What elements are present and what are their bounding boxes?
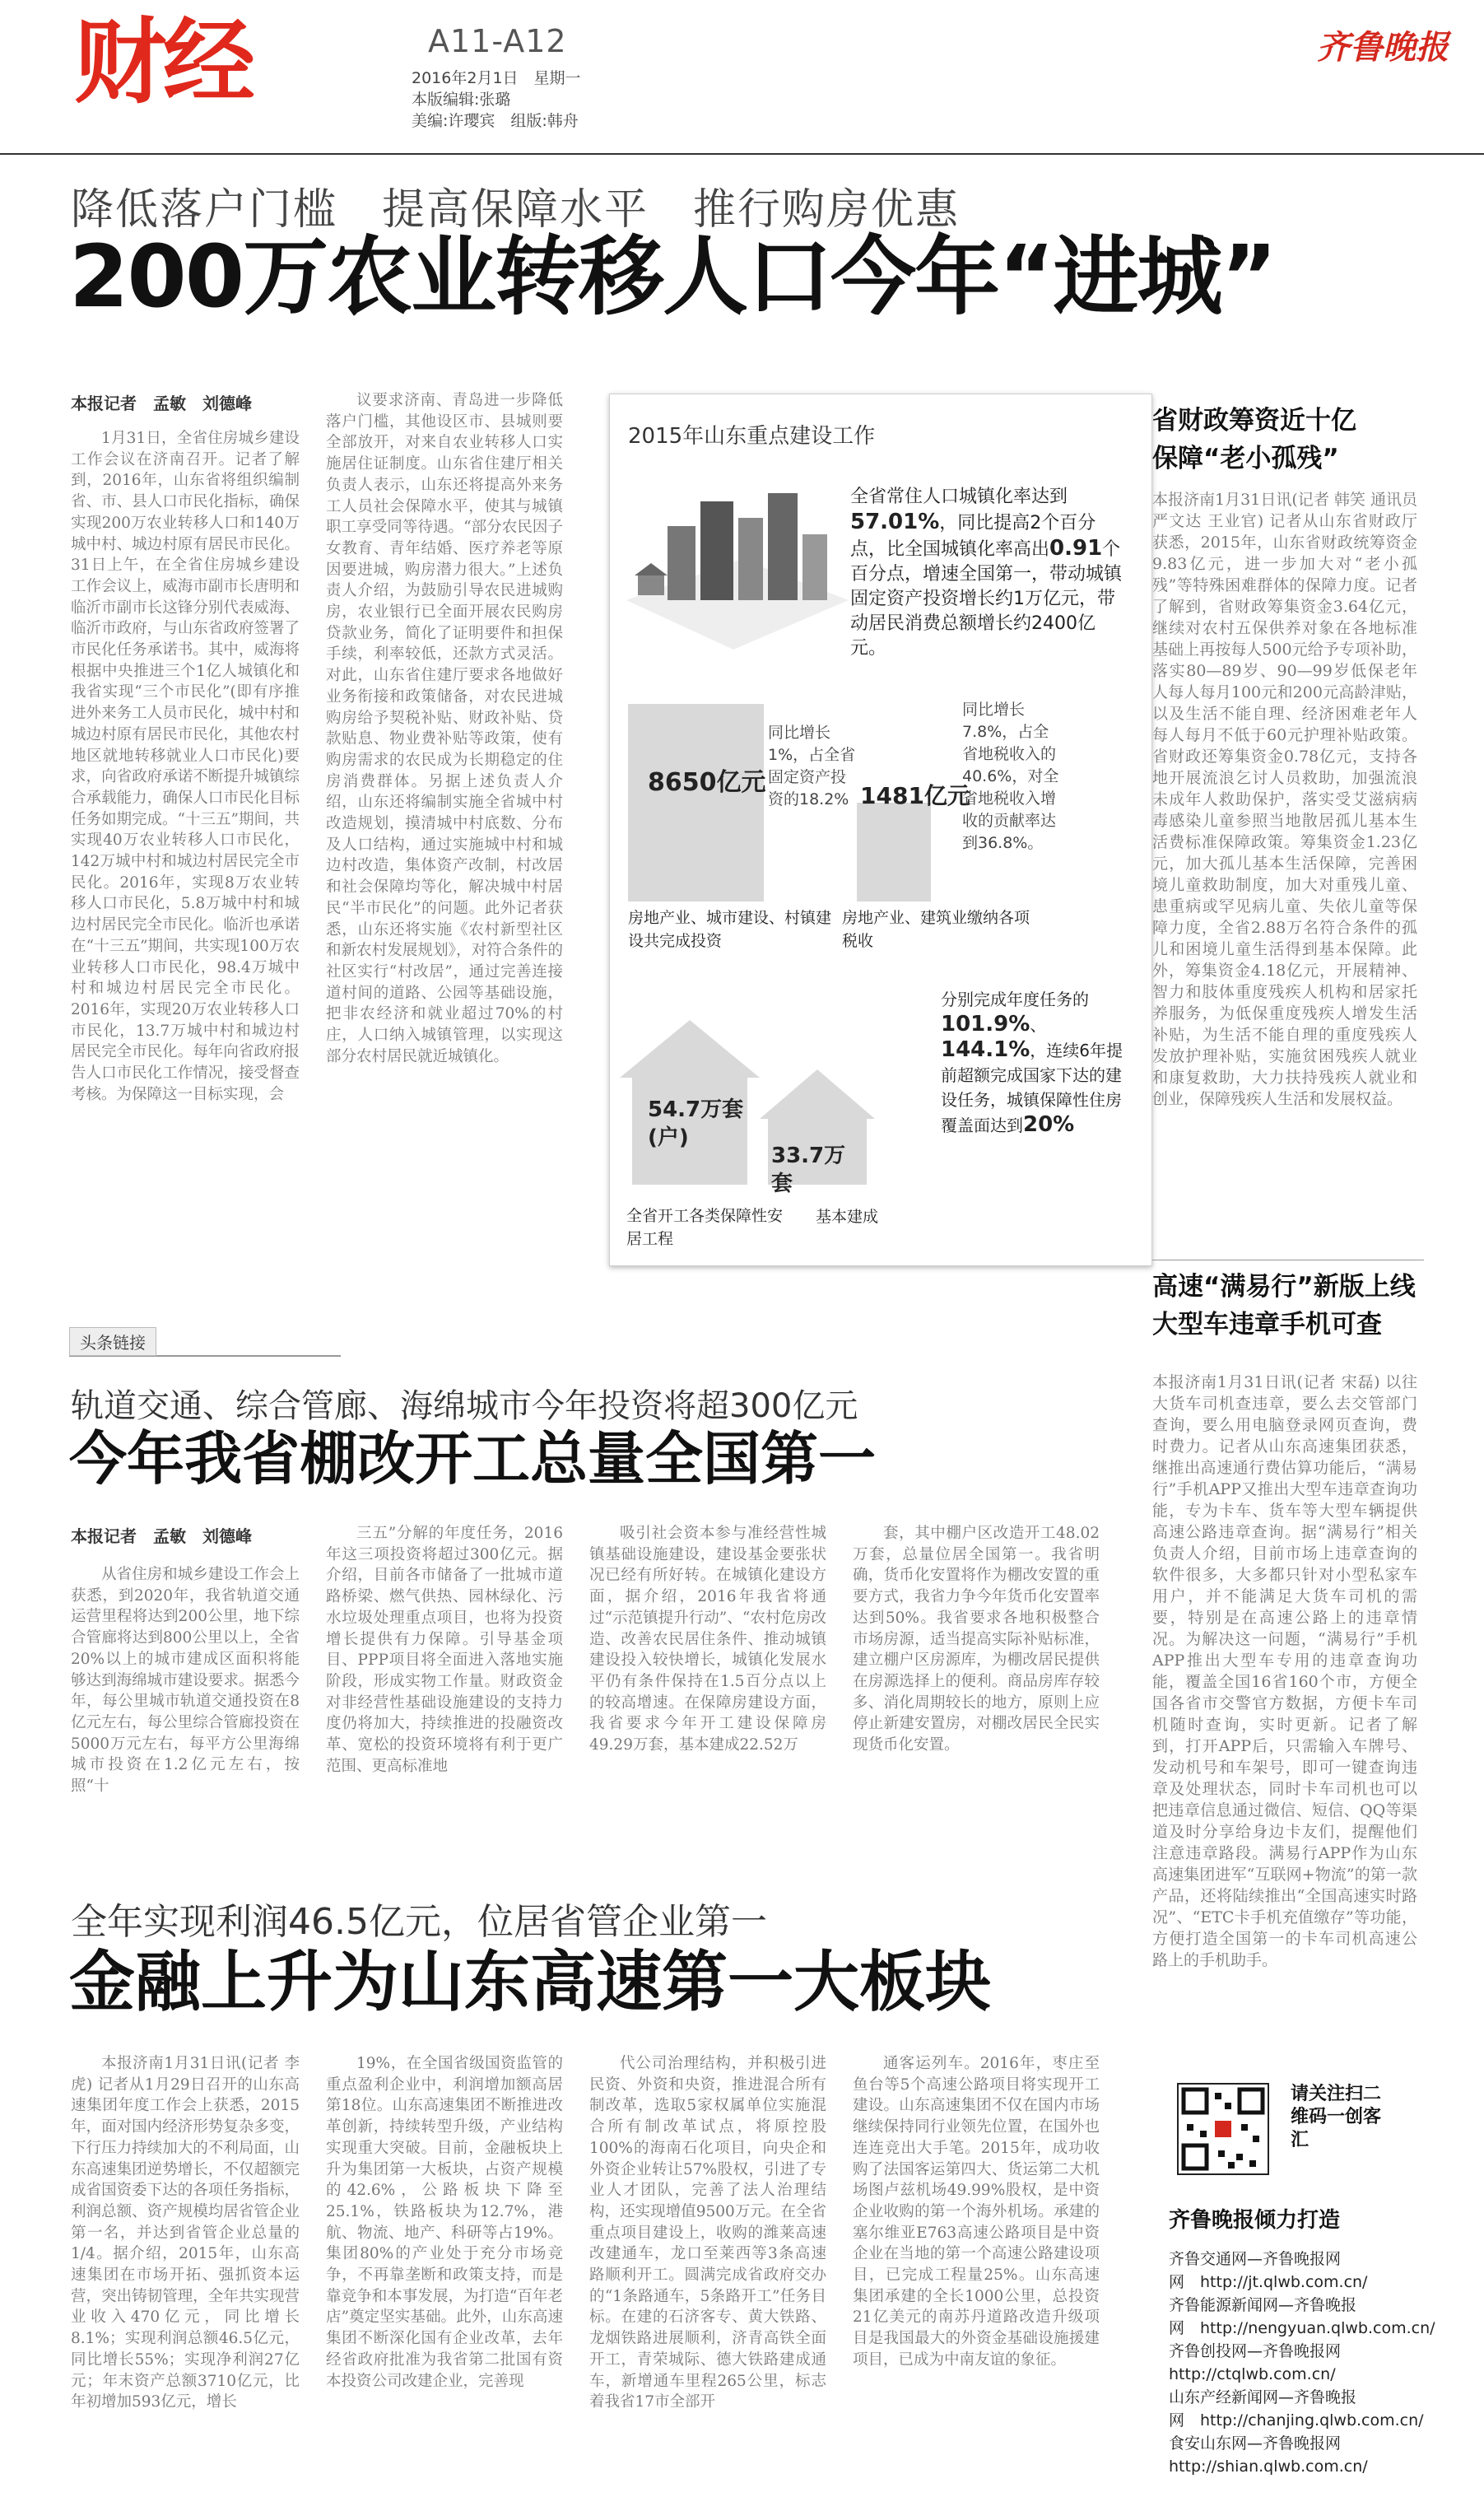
qr-caption: 请关注扫二维码一创客汇 (1291, 2084, 1382, 2150)
masthead-rule (0, 153, 1484, 155)
link-headline: 今年我省棚改开工总量全国第一 (69, 1425, 876, 1493)
promo-link-4: 山东产经新闻网—齐鲁晚报 (1169, 2388, 1357, 2406)
finance-column-2: 19%，在全国省级国资监管的重点盈利企业中，利润增加额高居第18位。山东高速集团不断推进改革创新，持续转型升级，产业结构实现重大突破。目前，金融板块上升为集团第一大板块，占资产规模的42.6%，公路板块下降至25.1%，铁路板块为12.7%，港航、物流、地产、科研等占19%。集团80%的产业处于充分市场竞争，不再靠垄断和政策支持，而是靠竞争和本事发展，为打造“百年老店”奠定坚实基础。此外，山东高速集团不断深化国有企业改革，去年经省政府批准为我省第二批国有资本投资公司改建企业，完善现 (326, 2055, 563, 2390)
promo-link-3: 齐鲁创投网—齐鲁晚报网 (1169, 2342, 1342, 2360)
lead-column-1: 1月31日，全省住房城乡建设工作会议在济南召开。记者了解到，2016年，山东省将组织编制省、市、县人口市民化指标，确保实现200万农业转移人口和140万城中村、城边村原有居民市民化。31日上午，在全省住房城乡建设工作会议上，威海市副市长唐明和临沂市副市长这锋分别代表威海、临沂市政府，与山东省政府签署了市民化任务承诺书。其中，威海将根据中央推进三个1亿人城镇化和我省实现“三个市民化”(即有序推进外来务工人员市民化，城中村和城边村原有居民市民化，其他农村地区就地转移就业人口市民化)要求，向省政府承诺不断提升城镇综合承载能力，确保人口市民化目标任务如期完成。“十三五”期间，共实现40万农业转移人口市民化，142万城中村和城边村居民完全市民化。2016年，实现8万农业转移人口市民化，5.8万城中村和城边村居民完全市民化。临沂也承诺在“十三五”期间，共实现100万农业转移人口市民化，98.4万城中村和城边村居民完全市民化。2016年，实现20万农业转移人口市民化，13.7万城中村和城边村居民完全市民化。每年向省政府报告人口市民化工作情况，接受督查考核。为保障这一目标实现，会 (71, 430, 300, 1103)
house-body (638, 575, 664, 595)
housing-completion-text: 分别完成年度任务的101.9%、144.1%，连续6年提前超额完成国家下达的建设任务，城镇保障性住房覆盖面达到20% (941, 990, 1123, 1137)
lead-kicker: 降低落户门槛 提高保障水平 推行购房优惠 (71, 185, 961, 235)
qr-code[interactable] (1177, 2083, 1269, 2175)
coverage-rate: 20% (1023, 1112, 1075, 1137)
house-roof (635, 563, 668, 575)
qr-pattern (1179, 2085, 1268, 2173)
promo-link-2-url[interactable]: 网 http://nengyuan.qlwb.com.cn/ (1169, 2319, 1435, 2337)
promo-link-2: 齐鲁能源新闻网—齐鲁晚报 (1169, 2296, 1357, 2314)
promo-title: 齐鲁晚报倾力打造 (1169, 2208, 1341, 2233)
promo-link-5-url[interactable]: http://shian.qlwb.com.cn/ (1169, 2457, 1368, 2476)
link-tag-label: 头条链接 (69, 1327, 156, 1356)
promo-link-1-url[interactable]: 网 http://jt.qlwb.com.cn/ (1169, 2273, 1368, 2291)
housing-completed-label: 基本建成 (816, 1208, 879, 1226)
brand-logo: 齐鲁晚报 (1317, 28, 1449, 67)
promo-link-5: 食安山东网—齐鲁晚报网 (1169, 2434, 1342, 2453)
link-column-2: 三五”分解的年度任务，2016年这三项投资将超过300亿元。据介绍，目前各市储备了一批城市道路桥梁、燃气供热、园林绿化、污水垃圾处理重点项目，也将为投资增长提供有力保障。引导基金项目、PPP项目将全面进入落地实施阶段，形成实物工作量。财政资金对非经营性基础设施建设的支持力度仍将加大，持续推进的投融资改革、宽松的投资环境将有利于更广范围、更高标准地 (326, 1525, 563, 1775)
finance-kicker: 全年实现利润46.5亿元，位居省管企业第一 (71, 1901, 767, 1943)
building-5 (802, 534, 827, 600)
building-1 (668, 526, 695, 600)
housing-started-label: 全省开工各类保障性安居工程 (626, 1207, 784, 1248)
promo-link-1: 齐鲁交通网—齐鲁晚报网 (1169, 2250, 1342, 2268)
house-1-roof (620, 1020, 760, 1078)
urbanization-rate: 57.01% (850, 510, 940, 534)
building-2 (700, 501, 733, 600)
city-illustration (618, 477, 857, 666)
page-designers: 美编:许璎宾 组版:韩舟 (412, 112, 579, 130)
side2-body: 本报济南1月31日讯(记者 宋磊) 以往大货车司机查违章，要么去交管部门查询，要么用电脑登录网页查询，费时费力。记者从山东高速集团获悉，继推出高速通行费估算功能后，“满易行”手机APP又推出大型车违章查询功能，专为卡车、货车等大型车辆提供高速公路违章查询。据“满易行”相关负责人介绍，目前市场上违章查询的软件很多，大多都只针对小型私家车用户，并不能满足大货车司机的需要，特别是在高速公路上的违章情况。为解决这一问题，“满易行”手机APP推出大型车专用的违章查询功能，覆盖全国16省160个市，方便全国各省市交警官方数据，方便卡车司机随时查询，实时更新。记者了解到，打开APP后，只需输入车牌号、发动机号和车架号，即可一键查询违章及处理状态，同时卡车司机也可以把违章信息通过微信、短信、QQ等渠道及时分享给身边卡友们，提醒他们注意违章路段。满易行APP作为山东高速集团进军“互联网+物流”的第一款产品，还将陆续推出“全国高速实时路况”、“ETC卡手机充值缴存”等功能，方便打造全国第一的卡车司机高速公路上的手机助手。 (1152, 1373, 1417, 1969)
investment-bar (628, 704, 764, 901)
side1-body: 本报济南1月31日讯(记者 韩笑 通讯员 严文达 王业官) 记者从山东省财政厅获悉，2015年，山东省财政统筹资金9.83亿元，进一步加大对“老小孤残”等特殊困难群体的保障力度。记者了解到，省财政筹集资金3.64亿元，继续对农村五保供养对象在各地标准基础上再按每人500元给予专项补助，落实80—89岁、90—99岁低保老年人每人每月100元和200元高龄津贴，以及生活不能自理、经济困难老年人每人每月不低于60元护理补贴政策。省财政还筹集资金0.78亿元，支持各地开展流浪乞讨人员救助，加强流浪未成年人救助保护，落实受艾滋病病毒感染儿童参照当地散居孤儿基本生活费标准保障政策。筹集资金1.23亿元，加大孤儿基本生活保障，完善困境儿童救助制度，加大对重残儿童、患重病或罕见病儿童、失依儿童等保障力度，全省2.88万名符合条件的孤儿和困境儿童生活得到基本保障。此外，筹集资金4.18亿元，开展精神、智力和肢体重度残疾人机构和居家托养服务，为低保重度残疾人增发生活补贴，为生活不能自理的重度残疾人发放护理补贴，实施贫困残疾人就业和康复救助，大力扶持残疾人就业和创业，保障残疾人生活和发展权益。 (1152, 491, 1417, 1108)
completion-rate-2: 144.1% (941, 1037, 1030, 1062)
side1-title: 省财政筹资近十亿 保障“老小孤残” (1152, 406, 1356, 473)
side2-title: 高速“满易行”新版上线 大型车违章手机可查 (1152, 1272, 1416, 1339)
section-logo: 财经 (74, 9, 252, 116)
infographic-title: 2015年山东重点建设工作 (628, 424, 876, 449)
link-column-3: 吸引社会资本参与准经营性城镇基础设施建设，建设基金要张状况已经有所好转。在城镇化建设方面，据介绍，2016年我省将通过“示范镇提升行动”、“农村危房改造、改善农民居住条件、推动城镇建设投入较快增长，城镇化发展水平仍有条件保持在1.5百分点以上的较高增速。在保障房建设方面，我省要求今年开工建设保障房49.29万套，基本建成22.52万 (589, 1525, 826, 1754)
link-tag (69, 1327, 341, 1357)
lead-byline: 本报记者 孟敏 刘德峰 (71, 394, 252, 413)
tax-note: 同比增长7.8%，占全省地税收入的40.6%，对全省地税收入增收的贡献率达到36.8%。 (962, 701, 1059, 852)
link-column-1: 从省住房和城乡建设工作会上获悉，到2020年，我省轨道交通运营里程将达到200公里，地下综合管廊将达到800公里以上，全省20%以上的城市建成区面积将能够达到海绵城市建设要求。据悉今年，每公里城市轨道交通投资在8亿元左右，每公里综合管廊投资在5000万元左右，每平方公里海绵城市投资在1.2亿元左右，按照“十 (71, 1566, 300, 1796)
finance-column-3: 代公司治理结构，并积极引进民资、外资和央资，推进混合所有制改革，选取5家权属单位实施混合所有制改革试点，将原控股100%的海南石化项目，向央企和外资企业转让57%股权，引进了专业人才团队，完善了法人治理结构，还实现增值9500万元。在全省重点项目建设上，收购的潍莱高速改建通车，龙口至莱西等3条高速路顺利开工。圆满完成省政府交办的“1条路通车，5条路开工”任务目标。在建的石济客专、黄大铁路、龙烟铁路进展顺利，济青高铁全面开工，青荣城际、德大铁路建成通车，新增通车里程265公里，标志着我省17市全部开 (589, 2055, 826, 2411)
finance-column-4: 通客运列车。2016年，枣庄至鱼台等5个高速公路项目将实现开工建设。山东高速集团不仅在国内市场继续保持同行业领先位置，在国外也连连竞出大手笔。2015年，成功收购了法国客运第四大、货运第二大机场图卢兹机场49.99%股权，是中资企业收购的第一个海外机场。承建的塞尔维亚E763高速公路项目是中资企业在当地的第一个高速公路建设项目，已完成工程量25%。山东高速集团承建的全长1000公里，总投资21亿美元的南苏丹道路改造升级项目是我国最大的外资金基础设施援建项目，已成为中南友谊的象征。 (853, 2055, 1100, 2369)
completion-rate-1: 101.9% (941, 1012, 1030, 1037)
investment-value: 8650亿元 (648, 768, 766, 797)
finance-headline: 金融上升为山东高速第一大板块 (69, 1944, 991, 2020)
page-range: A11-A12 (428, 23, 567, 59)
page-editor: 本版编辑:张璐 (412, 91, 511, 109)
tax-label: 房地产业、建筑业缴纳各项税收 (842, 909, 1030, 950)
lead-column-2: 议要求济南、青岛进一步降低落户门槛，其他设区市、县城则要全部放开，对来自农业转移人口实施居住证制度。山东省住建厅相关负责人表示，山东还将提高外来务工人员社会保障水平，使其与城镇职工享受同等待遇。“部分农民因子女教育、青年结婚、医疗养老等原因要进城，购房潜力很大。”上述负责人介绍，为鼓励引导农民进城购房，农业银行已全面开展农民购房贷款业务，简化了证明要件和担保手续，利率较低，还款方式灵活。对此，山东省住建厅要求各地做好业务衔接和政策储备，对农民进城购房给予契税补贴、财政补贴、贷款贴息、物业费补贴等政策，使有购房需求的农民成为长期稳定的住房消费群体。另据上述负责人介绍，山东还将编制实施全省城中村改造规划，摸清城中村底数、分布及人口结构，通过实施城中村和城边村改造，集体资产改制，村改居和社会保障均等化，解决城中村居民“半市民化”的问题。此外记者获悉，山东还将实施《农村新型社区和新农村发展规划》，对符合条件的社区实行“村改居”，通过完善连接道村间的道路、公园等基础设施，把非农经济和就业超过70%的村庄，人口纳入城镇管理，以实现这部分农村居民就近城镇化。 (326, 392, 563, 1065)
issue-meta (412, 68, 658, 132)
link-column-4: 套，其中棚户区改造开工48.02万套，总量位居全国第一。我省明确，货币化安置将作为棚改安置的重要方式，我省力争今年货币化安置率达到50%。我省要求各地积极整合市场房源，适当提高实际补贴标准，建立棚户区房源库，为棚改居民提供在房源选择上的便利。商品房库存较多、消化周期较长的地方，原则上应停止新建安置房，对棚改居民全民实现货币化安置。 (853, 1525, 1100, 1754)
issue-date: 2016年2月1日 星期一 (412, 69, 581, 87)
investment-note: 同比增长1%，占全省固定资产投资的18.2% (768, 724, 856, 808)
lead-headline: 200万农业转移人口今年“进城” (69, 226, 1276, 327)
promo-link-3-url[interactable]: http://ctqlwb.com.cn/ (1169, 2365, 1336, 2383)
building-3 (738, 518, 763, 600)
housing-started-value: 54.7万套(户) (648, 1097, 744, 1150)
urbanization-text: 全省常住人口城镇化率达到57.01%，同比提高2个百分点，比全国城镇化率高出0.91个百分点，增速全国第一，带动城镇固定资产投资增长约1万亿元，带动居民消费总额增长约2400亿元。 (850, 487, 1123, 659)
house-2-roof (760, 1069, 875, 1119)
infographic (609, 394, 1152, 1266)
tax-bar (857, 803, 931, 901)
tax-value: 1481亿元 (860, 782, 970, 809)
investment-label: 房地产业、城市建设、村镇建设共完成投资 (628, 909, 832, 950)
urbanization-gap: 0.91 (1049, 536, 1103, 561)
finance-column-1: 本报济南1月31日讯(记者 李虎) 记者从1月29日召开的山东高速集团年度工作会上获悉，2015年，面对国内经济形势复杂多变，下行压力持续加大的不利局面，山东高速集团逆势增长，不仅超额完成省国资委下达的各项任务指标，利润总额、资产规模均居省管企业第一名，并达到省管企业总量的1/4。据介绍，2015年，山东高速集团在市场开拓、强抓资本运营，突出铸韧管理，全年共实现营业收入470亿元，同比增长8.1%；实现利润总额46.5亿元，同比增长55%；实现净利润27亿元；年末资产总额3710亿元，比年初增加593亿元，增长 (71, 2055, 300, 2411)
building-4 (768, 493, 798, 600)
link-byline: 本报记者 孟敏 刘德峰 (71, 1526, 252, 1546)
housing-completed-value: 33.7万套 (771, 1144, 846, 1196)
promo-links (1169, 2248, 1449, 2478)
link-subheadline: 轨道交通、综合管廊、海绵城市今年投资将超300亿元 (71, 1387, 858, 1425)
promo-link-4-url[interactable]: 网 http://chanjing.qlwb.com.cn/ (1169, 2411, 1424, 2429)
